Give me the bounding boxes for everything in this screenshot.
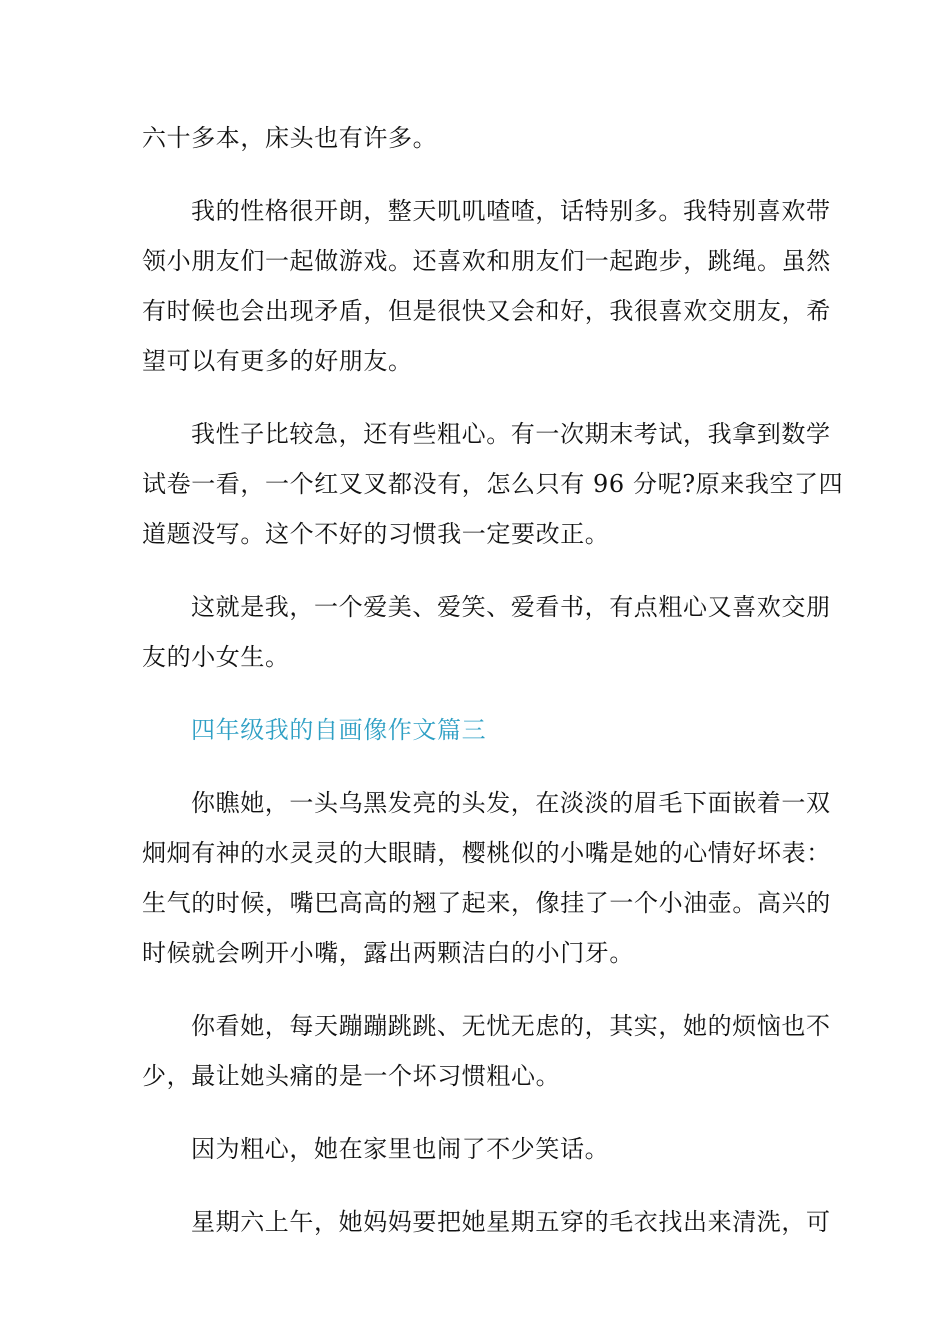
article-body — [142, 113, 844, 1270]
paragraph-line: 因为粗心，她在家里也闹了不少笑话。 — [191, 1135, 610, 1163]
paragraph — [142, 778, 831, 978]
paragraph-line: 生气的时候，嘴巴高高的翘了起来，像挂了一个小油壶。高兴的 — [142, 889, 831, 917]
paragraph-line: 六十多本，床头也有许多。 — [142, 124, 438, 152]
paragraph-line: 领小朋友们一起做游戏。还喜欢和朋友们一起跑步，跳绳。虽然 — [142, 247, 831, 275]
paragraph — [142, 113, 810, 163]
section-heading — [142, 705, 810, 755]
paragraph-line: 时候就会咧开小嘴，露出两颗洁白的小门牙。 — [142, 939, 634, 967]
paragraph-line: 炯炯有神的水灵灵的大眼睛，樱桃似的小嘴是她的心情好坏表： — [142, 839, 831, 867]
paragraph-line: 我的性格很开朗，整天叽叽喳喳，话特别多。我特别喜欢带 — [191, 197, 831, 225]
paragraph-line: 有时候也会出现矛盾，但是很快又会和好，我很喜欢交朋友，希 — [142, 297, 831, 325]
paragraph-line: 你瞧她，一头乌黑发亮的头发，在淡淡的眉毛下面嵌着一双 — [191, 789, 831, 817]
paragraph-line: 友的小女生。 — [142, 643, 290, 671]
paragraph — [142, 186, 831, 386]
paragraph-line: 道题没写。这个不好的习惯我一定要改正。 — [142, 520, 610, 548]
paragraph-line: 试卷一看，一个红叉叉都没有，怎么只有 96 分呢?原来我空了四 — [142, 470, 844, 498]
paragraph — [142, 1197, 831, 1247]
paragraph — [142, 409, 844, 559]
heading-text: 四年级我的自画像作文篇三 — [191, 716, 487, 744]
paragraph-line: 我性子比较急，还有些粗心。有一次期末考试，我拿到数学 — [191, 420, 831, 448]
paragraph-line: 少，最让她头痛的是一个坏习惯粗心。 — [142, 1062, 561, 1090]
paragraph — [142, 582, 831, 682]
paragraph — [142, 1001, 831, 1101]
paragraph-line: 星期六上午，她妈妈要把她星期五穿的毛衣找出来清洗，可 — [191, 1208, 831, 1236]
paragraph-line: 这就是我，一个爱美、爱笑、爱看书，有点粗心又喜欢交朋 — [191, 593, 831, 621]
paragraph-line: 你看她，每天蹦蹦跳跳、无忧无虑的，其实，她的烦恼也不 — [191, 1012, 831, 1040]
paragraph — [142, 1124, 810, 1174]
paragraph-line: 望可以有更多的好朋友。 — [142, 347, 413, 375]
